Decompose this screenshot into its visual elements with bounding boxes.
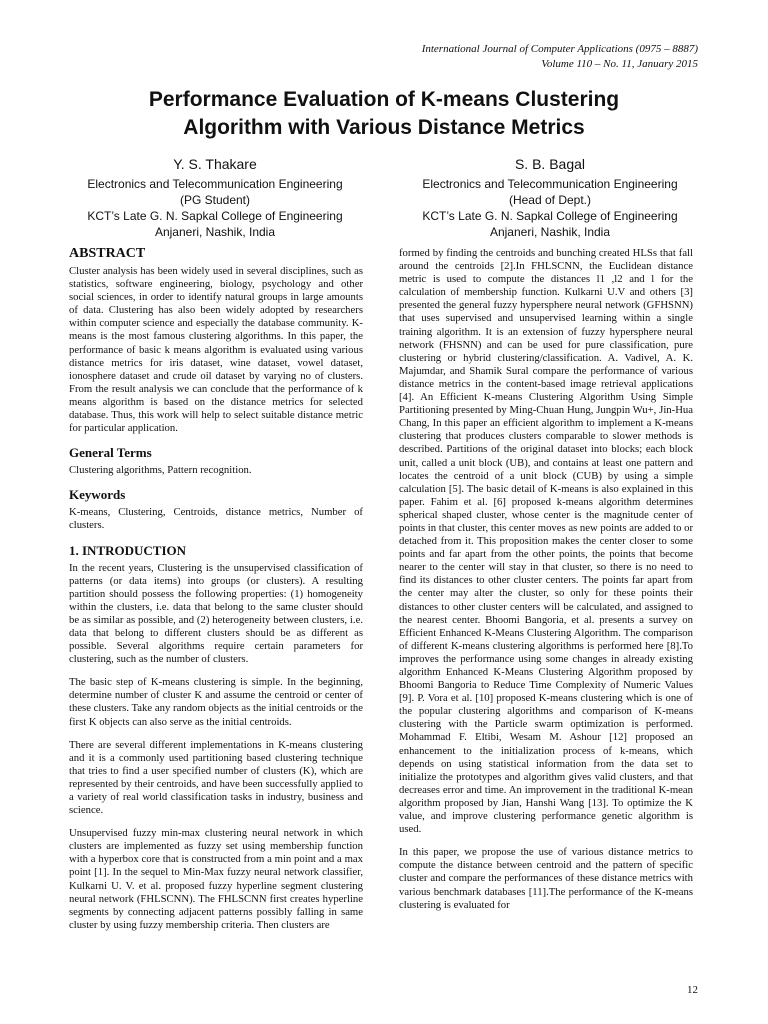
- journal-volume: Volume 110 – No. 11, January 2015: [541, 58, 698, 70]
- author-location: Anjaneri, Nashik, India: [489, 225, 611, 239]
- keywords-text: K-means, Clustering, Centroids, distance metrics, Number of clusters.: [69, 506, 363, 532]
- page-number: 12: [687, 984, 698, 996]
- author-location: Anjaneri, Nashik, India: [154, 225, 276, 239]
- introduction-paragraph: There are several different implementations in K-means clustering and it is a commonly used partitioning based clustering technique that tries to find a user specified number of clusters (K), which are represented by their centroids, and have been successfully applied to a variety of real world classification tasks in industry, business and science.: [69, 738, 363, 817]
- introduction-heading: 1. INTRODUCTION: [69, 542, 187, 558]
- journal-name: International Journal of Computer Applications (0975 – 8887): [421, 43, 698, 55]
- journal-header: [422, 42, 698, 72]
- author-role: (Head of Dept.): [508, 193, 592, 207]
- author-dept: Electronics and Telecommunication Engineering: [422, 177, 678, 191]
- general-terms-heading: General Terms: [69, 445, 152, 461]
- author-name: Y. S. Thakare: [173, 156, 257, 172]
- author-role: (PG Student): [179, 193, 251, 207]
- right-column: [399, 247, 693, 922]
- author-name: S. B. Bagal: [514, 156, 586, 172]
- keywords-heading: Keywords: [69, 487, 126, 503]
- abstract-heading: ABSTRACT: [69, 246, 146, 261]
- body-paragraph: formed by finding the centroids and bunching created HLSs that fall around the centroids [2].In FHLSCNN, the Euclidean distance metric is used to compute the distances l1 ,l2 and l for the calculation of membership function. Kulkarni U.V and others [3] presented the general fuzzy hypersphere neural network (GFHSNN) that uses supervised and unsupervised learning within a single training algorithm. It is an extension of fuzzy hypersphere neural network (FHSNN) and can be used for pure classification, pure clustering or hybrid clustering/classification. A. Vadivel, A. K. Majumdar, and Shamik Sural compare the performance of various distance metrics in the content-based image retrieval applications [4]. An Efficient K-means Clustering Algorithm Using Simple Partitioning presented by Ming-Chuan Hung, Jungpin Wu+, Jin-Hua Chang, In this paper an efficient algorithm to implement a K-means clustering that produces clusters comparable to slower methods is described. Partitions of the original dataset into blocks; each block unit, called a unit block (UB), and contains at least one pattern and locates the centroid of a unit block (CUB) by using a simple calculation [5]. The basic detail of K-means is also explained in this paper. Fahim et al. [6] proposed k-means algorithm determines spherical shaped cluster, whose center is the magnitude center of points in that cluster, this center moves as new points are added to or detached from it. This proposition makes the center closer to some points and far apart from the other points, the points that become nearer to the center will stay in that cluster, so there is no need to find its distances to other cluster centers. The points far apart from the center may alter the cluster, so only for these points their distances to other cluster centers will be calculated, and assigned to the nearest center. Bhoomi Bangoria, et al. presents a survey on Efficient Enhanced K-Means Clustering Algorithm. The comparison of different K-means clustering algorithms is performed here [8].To improves the performance using some changes in already existing algorithm Enhanced K-Means Clustering Algorithm proposed by Bhoomi Bangoria to Reduce Time Complexity of Numeric Values [9]. P. Vora et al. [10] proposed K-means clustering which is one of the popular clustering algorithms and comparison of K-means clustering with the Particle swarm optimization is performed. Mohammad F. Eltibi, Wesam M. Ashour [12] proposed an enhancement to the initialization process of k-means, which depends on using statistical information from the data set to initialize the prototypes and algorithm gives valid clusters, and that decreases error and time. An improvement in the traditional K-mean algorithm proposed by Jian, Hanshi Wang [13]. To optimize the K value, and improve clustering performance genetic algorithm is used.: [399, 247, 693, 836]
- paper-title-line2: Algorithm with Various Distance Metrics: [183, 116, 585, 139]
- paper-title: [0, 86, 768, 142]
- introduction-paragraph: In the recent years, Clustering is the unsupervised classification of patterns (or data items) into groups (or clusters). A resulting partition should possess the following properties: (1) homogeneity within the clusters, i.e. data that belong to the same cluster should be as similar as possible, and (2) heterogeneity between clusters, i.e. data that belong to different clusters should be as different as possible. Several algorithms require certain parameters for clustering, such as the number of clusters.: [69, 561, 363, 666]
- body-paragraph: In this paper, we propose the use of various distance metrics to compute the distance between centroid and the pattern of specific cluster and compare the performances of these distance metrics with various benchmark databases [11].The performance of the K-means clustering is evaluated for: [399, 846, 693, 911]
- paper-title-line1: Performance Evaluation of K-means Clustering: [148, 88, 620, 111]
- abstract-text: Cluster analysis has been widely used in several disciplines, such as statistics, software engineering, biology, psychology and other social sciences, in order to identify natural groups in large amounts of data. Clustering has also been widely adopted by researchers within computer science and especially the database community. K-means is the most famous clustering algorithms. In this paper, the performance of basic k means algorithm is evaluated using various distance metrics for iris dataset, wine dataset, vowel dataset, ionosphere dataset and crude oil dataset by varying no of clusters. From the result analysis we can conclude that the performance of k means algorithm is based on the distance metrics for selected database. Thus, this work will help to select suitable distance metric for particular application.: [69, 265, 363, 435]
- author-block-1: [65, 154, 365, 240]
- introduction-paragraph: The basic step of K-means clustering is simple. In the beginning, determine number of cluster K and assume the centroid or center of these clusters. Take any random objects as the initial centroids or the first K objects can also serve as the initial centroids.: [69, 676, 363, 728]
- author-block-2: [400, 154, 700, 240]
- introduction-paragraph: Unsupervised fuzzy min-max clustering neural network in which clusters are implemented as fuzzy set using membership function with a hyperbox core that is constructed from a min point and a max point [1]. In the sequel to Min-Max fuzzy neural network classifier, Kulkarni U. V. et al. proposed fuzzy hyperline segment clustering neural network (FHLSCNN). The FHLSCNN first creates hyperline segments by connecting adjacent patterns possibly falling in same cluster by using fuzzy membership criteria. Then clusters are: [69, 827, 363, 931]
- author-college: KCT’s Late G. N. Sapkal College of Engineering: [422, 209, 678, 223]
- author-dept: Electronics and Telecommunication Engineering: [87, 177, 343, 191]
- general-terms-text: Clustering algorithms, Pattern recognition.: [69, 464, 252, 477]
- left-column: [69, 244, 363, 942]
- author-college: KCT’s Late G. N. Sapkal College of Engineering: [87, 209, 343, 223]
